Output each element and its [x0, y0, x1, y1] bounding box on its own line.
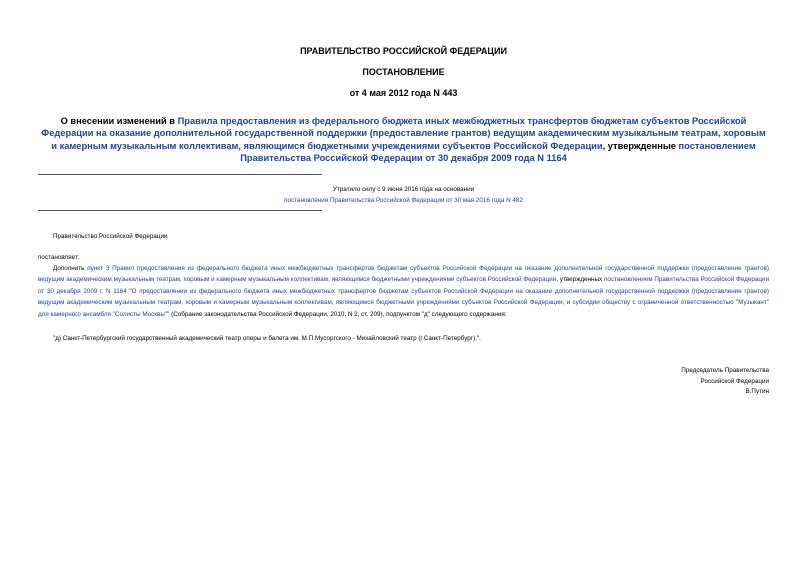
- signature-block: [681, 366, 769, 398]
- title-prefix: О внесении изменений в: [60, 116, 178, 126]
- lost-force-basis-link[interactable]: постановления Правительства Российской Федерации от 30 мая 2016 года N 482: [284, 197, 523, 204]
- para-rules-link[interactable]: пункт 3 Правил предоставления из федерального бюджета иных межбюджетных трансфертов бюджетам субъектов Российской Федерации на оказание дополнительной государственной поддержки (предоставление грантов) ведущим академическим музыкальным театрам, хоровым и камерным музыкальным коллективам, являющимся бюджетными учреждениями субъектов Российской Федерации: [38, 265, 769, 284]
- divider-bottom: [38, 210, 322, 211]
- document-date-number: от 4 мая 2012 года N 443: [349, 88, 458, 98]
- government-heading: ПРАВИТЕЛЬСТВО РОССИЙСКОЙ ФЕДЕРАЦИИ: [300, 46, 507, 56]
- para-text-4: " (Собрание законодательства Российской Федерации, 2010, N 2, ст. 209), подпунктом "д" следующего содержания:: [167, 310, 507, 318]
- para-text-1: Дополнить: [53, 265, 88, 272]
- para-resolution-link[interactable]: постановлением Правительства Российской Федерации от 30 декабря 2009 г. N 1164: [38, 276, 770, 295]
- main-paragraph: [38, 263, 769, 320]
- title-resolution-link[interactable]: постановлением Правительства Российской Федерации от 30 декабря 2009 года N 1164: [240, 140, 756, 164]
- amendment-quote: "д) Санкт-Петербургский государственный академический театр оперы и балета им. М.П.Мусоргского - Михайловский театр (г.Санкт-Петербург).".: [53, 335, 481, 342]
- para-text-3: ": [126, 287, 132, 295]
- lost-force-text: Утратило силу с 9 июня 2016 года на основании: [332, 186, 475, 193]
- document-type: ПОСТАНОВЛЕНИЕ: [362, 67, 445, 77]
- document-title: [38, 115, 769, 165]
- signature-org: Российской Федерации: [700, 377, 769, 385]
- divider-top: [38, 174, 322, 175]
- para-text-2: , утвержденных: [556, 276, 605, 284]
- para-title-link[interactable]: О предоставлении из федерального бюджета иных межбюджетных трансфертов бюджетам субъектов Российской Федерации на оказание дополнительной государственной поддержки (предоставление грантов) ведущим академическим музыкальным театрам, хоровым и камерным музыкальным коллективам, являющимся бюджетными учреждениями субъектов Российской Федерации, и субсидии обществу с ограниченной ответственностью "Музыкант" для камерного ансамбля "Солисты Москвы": [38, 287, 769, 318]
- signature-title: Председатель Правительства: [681, 367, 769, 374]
- signature-name: В.Путин: [745, 388, 769, 395]
- government-line: Правительство Российской Федерации: [53, 233, 168, 240]
- title-rules-link[interactable]: Правила предоставления из федерального бюджета иных межбюджетных трансфертов бюджетам субъектов Российской Федерации на оказание дополнительной государственной поддержки (предоставление грантов) ведущим академическим музыкальным театрам, хоровым и камерным музыкальным коллективам, являющимся бюджетными учреждениями субъектов Российской Федерации: [41, 116, 766, 151]
- title-middle: , утвержденные: [602, 140, 679, 151]
- decrees-line: постановляет:: [38, 254, 80, 261]
